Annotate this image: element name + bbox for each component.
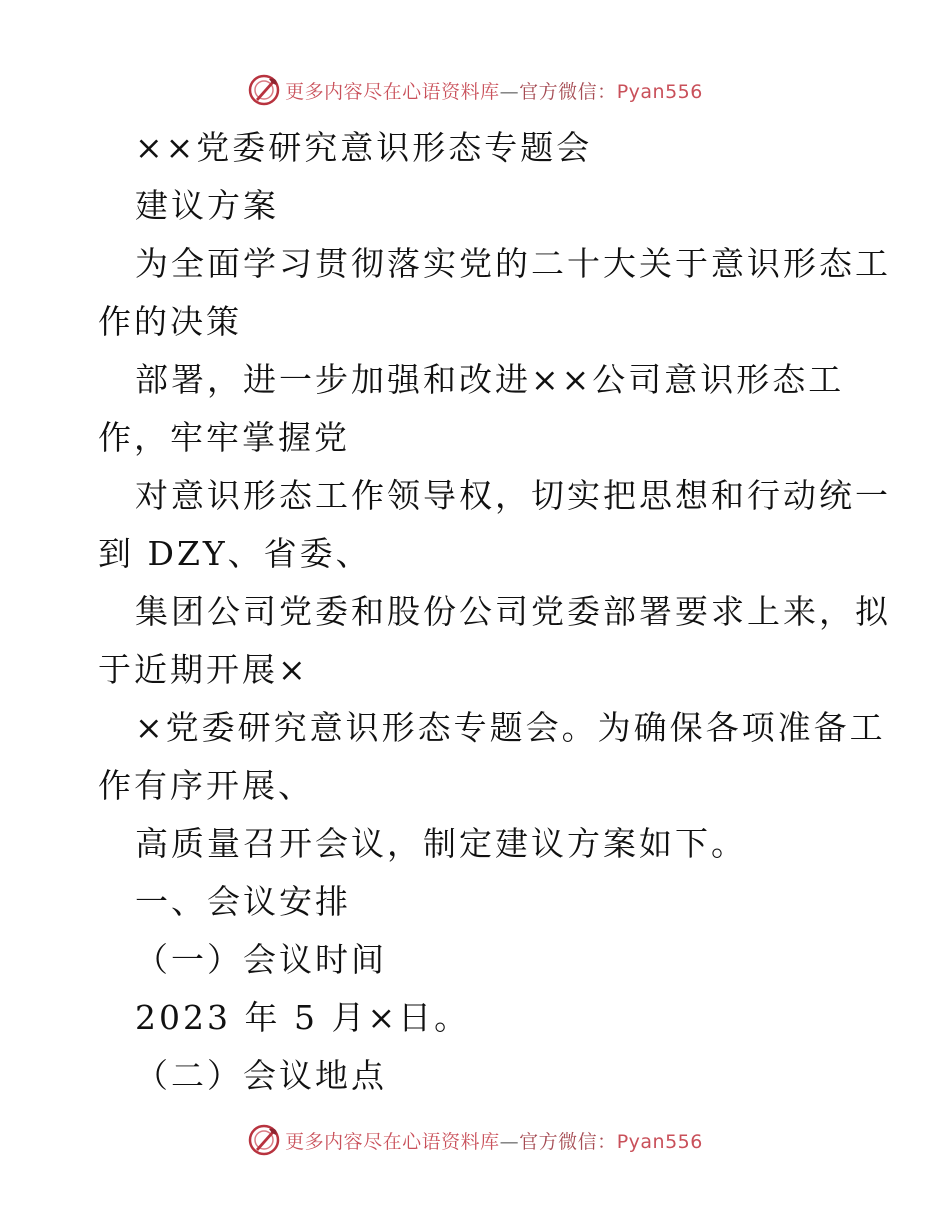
quill-logo-icon: [247, 1123, 281, 1157]
banner-site-text: 更多内容尽在心语资料库: [285, 1130, 500, 1153]
doc-line: 高质量召开会议，制定建议方案如下。: [135, 824, 747, 863]
banner-official-label: 官方微信：: [519, 1130, 617, 1153]
doc-line: 为全面学习贯彻落实党的二十大关于意识形态工: [135, 244, 891, 283]
banner-text: [285, 77, 703, 104]
doc-line: 作有序开展、: [98, 766, 314, 805]
doc-line-date: 2023 年 5 月×日。: [135, 998, 471, 1037]
banner-official-label: 官方微信：: [519, 80, 617, 103]
doc-line: 集团公司党委和股份公司党委部署要求上来，拟: [135, 592, 891, 631]
quill-logo-icon: [247, 73, 281, 107]
doc-line-title: ××党委研究意识形态专题会: [135, 128, 593, 167]
banner-text: [285, 1127, 703, 1154]
doc-line-subtitle: 建议方案: [135, 186, 279, 225]
doc-line: 作，牢牢掌握党: [98, 418, 350, 457]
doc-line: 于近期开展×: [98, 650, 309, 689]
banner-dash: —: [499, 1130, 520, 1153]
doc-line: 部署，进一步加强和改进××公司意识形态工: [135, 360, 845, 399]
doc-line: 对意识形态工作领导权，切实把思想和行动统一: [135, 476, 891, 515]
doc-line: 到 DZY、省委、: [98, 534, 372, 573]
doc-subheading-time: （一）会议时间: [135, 940, 387, 979]
doc-line: 作的决策: [98, 302, 242, 341]
banner-wechat-id: Pyan556: [616, 1130, 703, 1153]
doc-line: ×党委研究意识形态专题会。为确保各项准备工: [135, 708, 886, 747]
doc-heading-section-1: 一、会议安排: [135, 882, 351, 921]
footer-banner: [0, 1120, 950, 1160]
banner-site-text: 更多内容尽在心语资料库: [285, 80, 500, 103]
doc-subheading-location: （二）会议地点: [135, 1056, 387, 1095]
banner-dash: —: [499, 80, 520, 103]
header-banner: [0, 70, 950, 110]
banner-wechat-id: Pyan556: [616, 80, 703, 103]
